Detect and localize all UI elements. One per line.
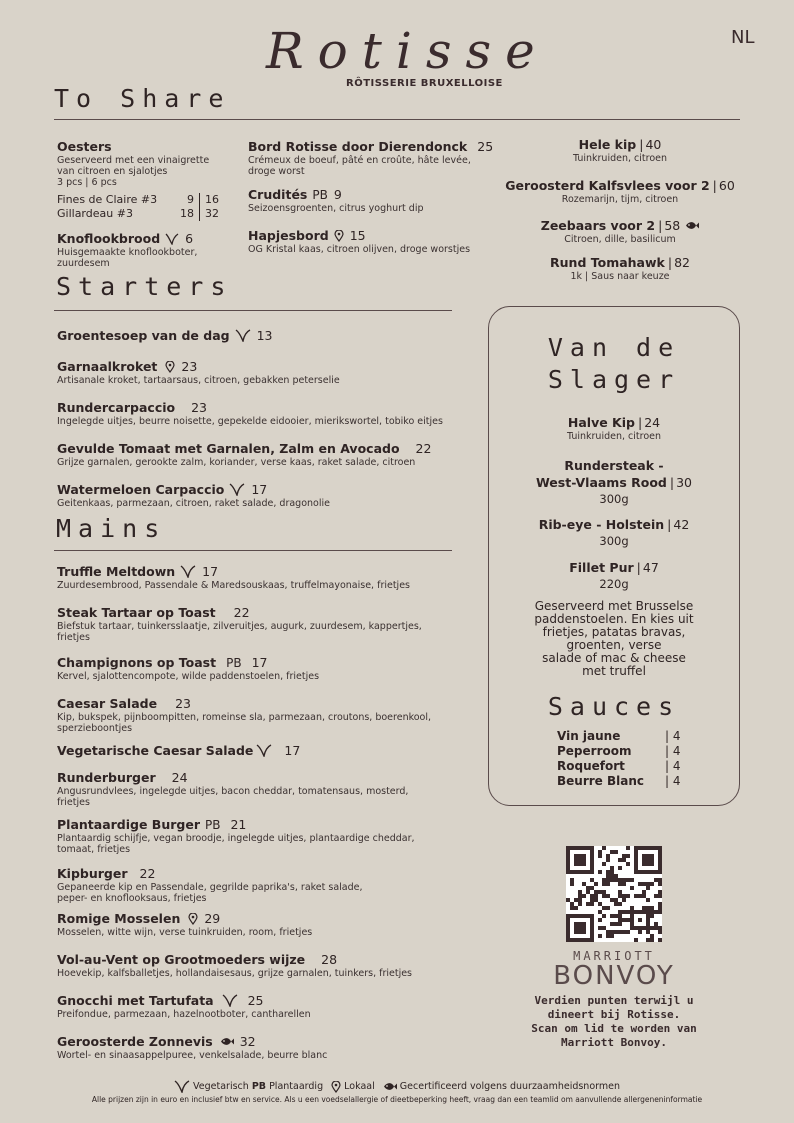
sauce-row: Peperroom | 4 bbox=[557, 744, 681, 758]
menu-item-vol-au-vent bbox=[57, 950, 477, 980]
item-desc: Kip, bukspek, pijnboompitten, romeinse sla, parmezaan, croutons, boerenkool, bbox=[57, 712, 432, 724]
sauce-price: 4 bbox=[672, 774, 681, 788]
note-line: salade of mac & cheese bbox=[542, 651, 686, 665]
item-price: 17 bbox=[251, 655, 268, 670]
menu-item-truffle-meltdown bbox=[57, 562, 477, 592]
sauce-name: Roquefort bbox=[557, 759, 625, 773]
item-price: 25 bbox=[477, 139, 494, 154]
item-name: Watermeloen Carpaccio bbox=[57, 482, 225, 497]
plant-based-tag: PB bbox=[226, 656, 242, 670]
item-name: Champignons op Toast bbox=[57, 655, 217, 670]
menu-item-tomahawk: Rund Tomahawk | 82 1k | Saus naar keuze bbox=[500, 253, 740, 283]
item-name: Oesters bbox=[57, 139, 112, 154]
item-name: Geroosterde Zonnevis bbox=[57, 1034, 213, 1049]
leaf-icon bbox=[174, 1080, 190, 1093]
location-pin-icon bbox=[334, 230, 344, 242]
logo-subtitle: RÔTISSERIE BRUXELLOISE bbox=[346, 78, 503, 89]
item-price: 32 bbox=[239, 1034, 256, 1049]
slager-title-line: Slager bbox=[547, 365, 681, 394]
item-desc: Plantaardig schijfje, vegan broodje, ingelegde uitjes, plantaardige cheddar, bbox=[57, 833, 415, 845]
divider bbox=[54, 310, 452, 311]
leaf-icon bbox=[235, 329, 251, 342]
item-desc: frietjes bbox=[57, 632, 90, 644]
item-price: 23 bbox=[191, 400, 208, 415]
item-name: Truffle Meltdown bbox=[57, 564, 176, 579]
menu-item-kipburger bbox=[57, 864, 477, 905]
section-title-starters: Starters bbox=[56, 272, 233, 301]
item-desc: Geserveerd met een vinaigrette bbox=[57, 155, 210, 167]
location-pin-icon bbox=[188, 913, 198, 925]
logo: Rotisse bbox=[266, 22, 549, 80]
footer-fine-print: Alle prijzen zijn in euro en inclusief btw en service. Als u een voedselallergie of dieetbeperking heeft, vraag dan een teamlid om aanvullende allergeneninformatie bbox=[91, 1095, 703, 1104]
menu-item-zeebaars: Zeebaars voor 2 | 58 Citroen, dille, basilicum bbox=[500, 216, 740, 246]
section-title-sauces: Sauces bbox=[547, 692, 681, 721]
item-price: 22 bbox=[233, 605, 250, 620]
item-price: 22 bbox=[139, 866, 156, 881]
oyster-price-6: 32 bbox=[205, 207, 219, 220]
plant-based-tag: PB bbox=[204, 818, 221, 832]
item-price: 17 bbox=[202, 564, 219, 579]
item-desc: Seizoensgroenten, citrus yoghurt dip bbox=[248, 203, 424, 215]
item-desc: droge worst bbox=[248, 166, 305, 178]
item-price: 6 bbox=[185, 231, 194, 246]
plant-based-tag: PB bbox=[312, 188, 328, 202]
location-pin-icon bbox=[165, 361, 175, 373]
menu-item-fillet-pur: Fillet Pur | 47 220g bbox=[488, 559, 740, 592]
leaf-icon bbox=[229, 483, 245, 496]
menu-item-hele-kip: Hele kip | 40 Tuinkruiden, citroen bbox=[500, 135, 740, 165]
item-price: 23 bbox=[175, 696, 191, 711]
item-name: Runderburger bbox=[57, 770, 156, 785]
item-price: 60 bbox=[718, 178, 735, 193]
menu-item-kalfsvlees: Geroosterd Kalfsvlees voor 2 | 60 Rozemarijn, tijm, citroen bbox=[494, 176, 746, 206]
item-name: Vegetarische Caesar Salade bbox=[57, 743, 254, 758]
slager-title-line: Van de bbox=[547, 333, 681, 362]
sauce-price: 4 bbox=[672, 729, 681, 743]
item-weight: 300g bbox=[599, 534, 629, 548]
item-name: Rundersteak - bbox=[564, 458, 664, 473]
menu-item-crudites bbox=[248, 185, 508, 215]
sauce-price: 4 bbox=[672, 759, 681, 773]
section-title-slager bbox=[488, 332, 740, 396]
legend bbox=[0, 1080, 794, 1093]
item-name: Geroosterd Kalfsvlees voor 2 bbox=[505, 178, 710, 193]
item-weight: 300g bbox=[599, 492, 629, 506]
item-desc: frietjes bbox=[57, 797, 90, 809]
item-name: Rund Tomahawk bbox=[550, 255, 665, 270]
item-price: 40 bbox=[645, 137, 662, 152]
sauce-row: Vin jaune | 4 bbox=[557, 729, 681, 743]
item-desc: Geitenkaas, parmezaan, citroen, raket salade, dragonolie bbox=[57, 498, 330, 510]
sauce-name: Beurre Blanc bbox=[557, 774, 644, 788]
item-price: 9 bbox=[333, 187, 342, 202]
item-name: Hapjesbord bbox=[248, 228, 329, 243]
legend-local: Lokaal bbox=[344, 1081, 375, 1092]
item-price: 17 bbox=[251, 482, 268, 497]
menu-item-rundersteak: Rundersteak - West-Vlaams Rood | 30 300g bbox=[488, 458, 740, 507]
qr-code[interactable] bbox=[566, 846, 662, 942]
item-name: Vol-au-Vent op Grootmoeders wijze bbox=[57, 952, 306, 967]
item-desc: Grijze garnalen, gerookte zalm, koriander, verse kaas, raket salade, citroen bbox=[57, 457, 416, 469]
promo-line: Marriott Bonvoy. bbox=[561, 1036, 667, 1049]
item-price: 25 bbox=[247, 993, 264, 1008]
divider bbox=[54, 550, 452, 551]
item-price: 47 bbox=[642, 560, 659, 575]
oyster-table bbox=[57, 193, 227, 221]
fish-icon bbox=[220, 1037, 234, 1046]
item-desc: Mosselen, witte wijn, verse tuinkruiden, room, frietjes bbox=[57, 927, 313, 939]
item-name: Caesar Salade bbox=[57, 696, 158, 711]
item-desc: 3 pcs | 6 pcs bbox=[57, 177, 117, 189]
leaf-icon bbox=[165, 233, 179, 245]
promo-line: dineert bij Rotisse. bbox=[547, 1008, 681, 1021]
menu-item-garnaalkroket bbox=[57, 357, 477, 387]
menu-item-hapjesbord bbox=[248, 226, 508, 256]
bonvoy-promo bbox=[494, 994, 734, 1050]
menu-item-watermeloen-carpaccio bbox=[57, 480, 477, 510]
note-line: paddenstoelen. En kies uit bbox=[534, 612, 694, 626]
item-name: West-Vlaams Rood bbox=[535, 475, 667, 490]
legend-certified: Gecertificeerd volgens duurzaamheidsnormen bbox=[399, 1081, 621, 1092]
menu-item-romige-mosselen bbox=[57, 909, 477, 939]
item-desc: Ingelegde uitjes, beurre noisette, gepekelde eidooier, mierikswortel, tobiko eitjes bbox=[57, 416, 443, 428]
item-price: 17 bbox=[284, 743, 301, 758]
item-desc: Huisgemaakte knoflookboter, bbox=[57, 247, 198, 259]
leaf-icon bbox=[180, 565, 196, 578]
item-price: 23 bbox=[181, 359, 198, 374]
item-name: Kipburger bbox=[57, 866, 128, 881]
item-desc: Kervel, sjalottencompote, wilde paddenstoelen, frietjes bbox=[57, 671, 320, 683]
section-title-to-share: To Share bbox=[54, 84, 231, 113]
oyster-price-3: 18 bbox=[180, 207, 194, 220]
note-line: met truffel bbox=[582, 664, 646, 678]
item-desc: Angusrundvlees, ingelegde uitjes, bacon cheddar, tomatensaus, mosterd, bbox=[57, 786, 409, 798]
marriott-label: MARRIOTT bbox=[573, 949, 655, 963]
item-name: Garnaalkroket bbox=[57, 359, 158, 374]
legend-pb-tag: PB bbox=[251, 1081, 267, 1092]
item-name: Romige Mosselen bbox=[57, 911, 181, 926]
fish-icon bbox=[383, 1082, 397, 1091]
menu-item-groentesoep bbox=[57, 326, 477, 344]
menu-item-oesters bbox=[57, 137, 247, 189]
side-dish-note bbox=[488, 600, 740, 678]
fish-icon bbox=[685, 221, 699, 230]
menu-item-gevulde-tomaat bbox=[57, 439, 477, 469]
legend-pb: Plantaardig bbox=[269, 1081, 324, 1092]
item-desc: Gepaneerde kip en Passendale, gegrilde paprika's, raket salade, bbox=[57, 882, 363, 894]
item-name: Fillet Pur bbox=[569, 560, 634, 575]
leaf-icon bbox=[222, 994, 238, 1007]
menu-item-caesar-salade bbox=[57, 694, 477, 735]
item-desc: Biefstuk tartaar, tuinkersslaatje, zilveruitjes, augurk, zuurdesem, kappertjes, bbox=[57, 621, 422, 633]
menu-item-rib-eye: Rib-eye - Holstein | 42 300g bbox=[488, 516, 740, 549]
item-desc: 1k | Saus naar keuze bbox=[570, 271, 670, 283]
item-price: 21 bbox=[230, 817, 247, 832]
menu-item-vegetarische-caesar bbox=[57, 741, 477, 759]
item-desc: Citroen, dille, basilicum bbox=[564, 234, 676, 246]
item-price: 30 bbox=[676, 475, 693, 490]
item-desc: tomaat, frietjes bbox=[57, 844, 131, 856]
item-name: Plantaardige Burger bbox=[57, 817, 200, 832]
item-name: Hele kip bbox=[578, 137, 637, 152]
item-desc: Hoevekip, kalfsballetjes, hollandaisesaus, grijze garnalen, tuinkers, frietjes bbox=[57, 968, 413, 980]
item-price: 15 bbox=[349, 228, 366, 243]
item-name: Rib-eye - Holstein bbox=[538, 517, 665, 532]
item-name: Halve Kip bbox=[567, 415, 635, 430]
oyster-price-6: 16 bbox=[205, 193, 219, 206]
oyster-price-3: 9 bbox=[187, 193, 194, 206]
menu-item-halve-kip: Halve Kip | 24 Tuinkruiden, citroen bbox=[488, 413, 740, 443]
item-desc: Artisanale kroket, tartaarsaus, citroen, gebakken peterselie bbox=[57, 375, 340, 387]
promo-line: Scan om lid te worden van bbox=[531, 1022, 697, 1035]
note-line: Geserveerd met Brusselse bbox=[534, 599, 694, 613]
bonvoy-logo: BONVOY bbox=[553, 961, 675, 991]
item-price: 13 bbox=[256, 328, 273, 343]
qr-code-graphic bbox=[566, 846, 662, 942]
sauce-price: 4 bbox=[672, 744, 681, 758]
menu-item-knoflookbrood bbox=[57, 229, 247, 270]
legend-veg: Vegetarisch bbox=[193, 1081, 249, 1092]
item-name: Gnocchi met Tartufata bbox=[57, 993, 214, 1008]
menu-item-runderburger bbox=[57, 768, 477, 809]
item-price: 28 bbox=[321, 952, 338, 967]
leaf-icon bbox=[256, 744, 272, 757]
item-name: Bord Rotisse door Dierendonck bbox=[248, 139, 468, 154]
item-price: 29 bbox=[204, 911, 221, 926]
item-weight: 220g bbox=[599, 577, 629, 591]
item-price: 58 bbox=[664, 218, 681, 233]
item-name: Steak Tartaar op Toast bbox=[57, 605, 216, 620]
item-name: Rundercarpaccio bbox=[57, 400, 176, 415]
item-price: 22 bbox=[415, 441, 432, 456]
item-price: 42 bbox=[673, 517, 690, 532]
oyster-name: Gillardeau #3 bbox=[57, 207, 133, 220]
menu-item-gnocchi bbox=[57, 991, 477, 1021]
menu-item-bord-rotisse bbox=[248, 137, 508, 178]
item-price: 24 bbox=[171, 770, 188, 785]
note-line: groenten, verse bbox=[566, 638, 662, 652]
sauce-name: Vin jaune bbox=[557, 729, 621, 743]
item-desc: Tuinkruiden, citroen bbox=[572, 153, 667, 165]
item-desc: Rozemarijn, tijm, citroen bbox=[561, 194, 679, 206]
item-name: Crudités bbox=[248, 187, 308, 202]
item-name: Gevulde Tomaat met Garnalen, Zalm en Avocado bbox=[57, 441, 400, 456]
sauce-list bbox=[557, 729, 681, 789]
sauce-row: Roquefort | 4 bbox=[557, 759, 681, 773]
menu-item-plantaardige-burger bbox=[57, 815, 477, 856]
item-desc: sperzieboontjes bbox=[57, 723, 133, 735]
language-indicator[interactable]: NL bbox=[731, 27, 755, 48]
item-desc: Tuinkruiden, citroen bbox=[566, 431, 661, 443]
item-desc: peper- en knoflooksaus, frietjes bbox=[57, 893, 207, 905]
menu-item-rundercarpaccio bbox=[57, 398, 477, 428]
item-name: Groentesoep van de dag bbox=[57, 328, 230, 343]
item-desc: Zuurdesembrood, Passendale & Maredsouskaas, truffelmayonaise, frietjes bbox=[57, 580, 410, 592]
item-desc: Wortel- en sinaasappelpuree, venkelsalade, beurre blanc bbox=[57, 1050, 328, 1062]
menu-item-champignons bbox=[57, 653, 477, 683]
item-desc: OG Kristal kaas, citroen olijven, droge worstjes bbox=[248, 244, 471, 256]
oyster-name: Fines de Claire #3 bbox=[57, 193, 158, 206]
location-pin-icon bbox=[331, 1081, 341, 1093]
item-desc: zuurdesem bbox=[57, 258, 110, 270]
item-desc: Preifondue, parmezaan, hazelnootboter, cantharellen bbox=[57, 1009, 311, 1021]
item-price: 82 bbox=[674, 255, 690, 270]
item-price: 24 bbox=[644, 415, 661, 430]
note-line: frietjes, patatas bravas, bbox=[542, 625, 686, 639]
item-desc: Crémeux de boeuf, pâté en croûte, hâte levée, bbox=[248, 155, 471, 167]
sauce-row: Beurre Blanc | 4 bbox=[557, 774, 681, 788]
item-desc: van citroen en sjalotjes bbox=[57, 166, 168, 178]
menu-item-zonnevis bbox=[57, 1032, 477, 1062]
section-title-mains: Mains bbox=[56, 514, 167, 543]
menu-item-steak-tartaar bbox=[57, 603, 477, 644]
sauce-name: Peperroom bbox=[557, 744, 632, 758]
item-name: Zeebaars voor 2 bbox=[540, 218, 656, 233]
item-name: Knoflookbrood bbox=[57, 231, 161, 246]
divider bbox=[54, 119, 740, 120]
promo-line: Verdien punten terwijl u bbox=[534, 994, 694, 1007]
